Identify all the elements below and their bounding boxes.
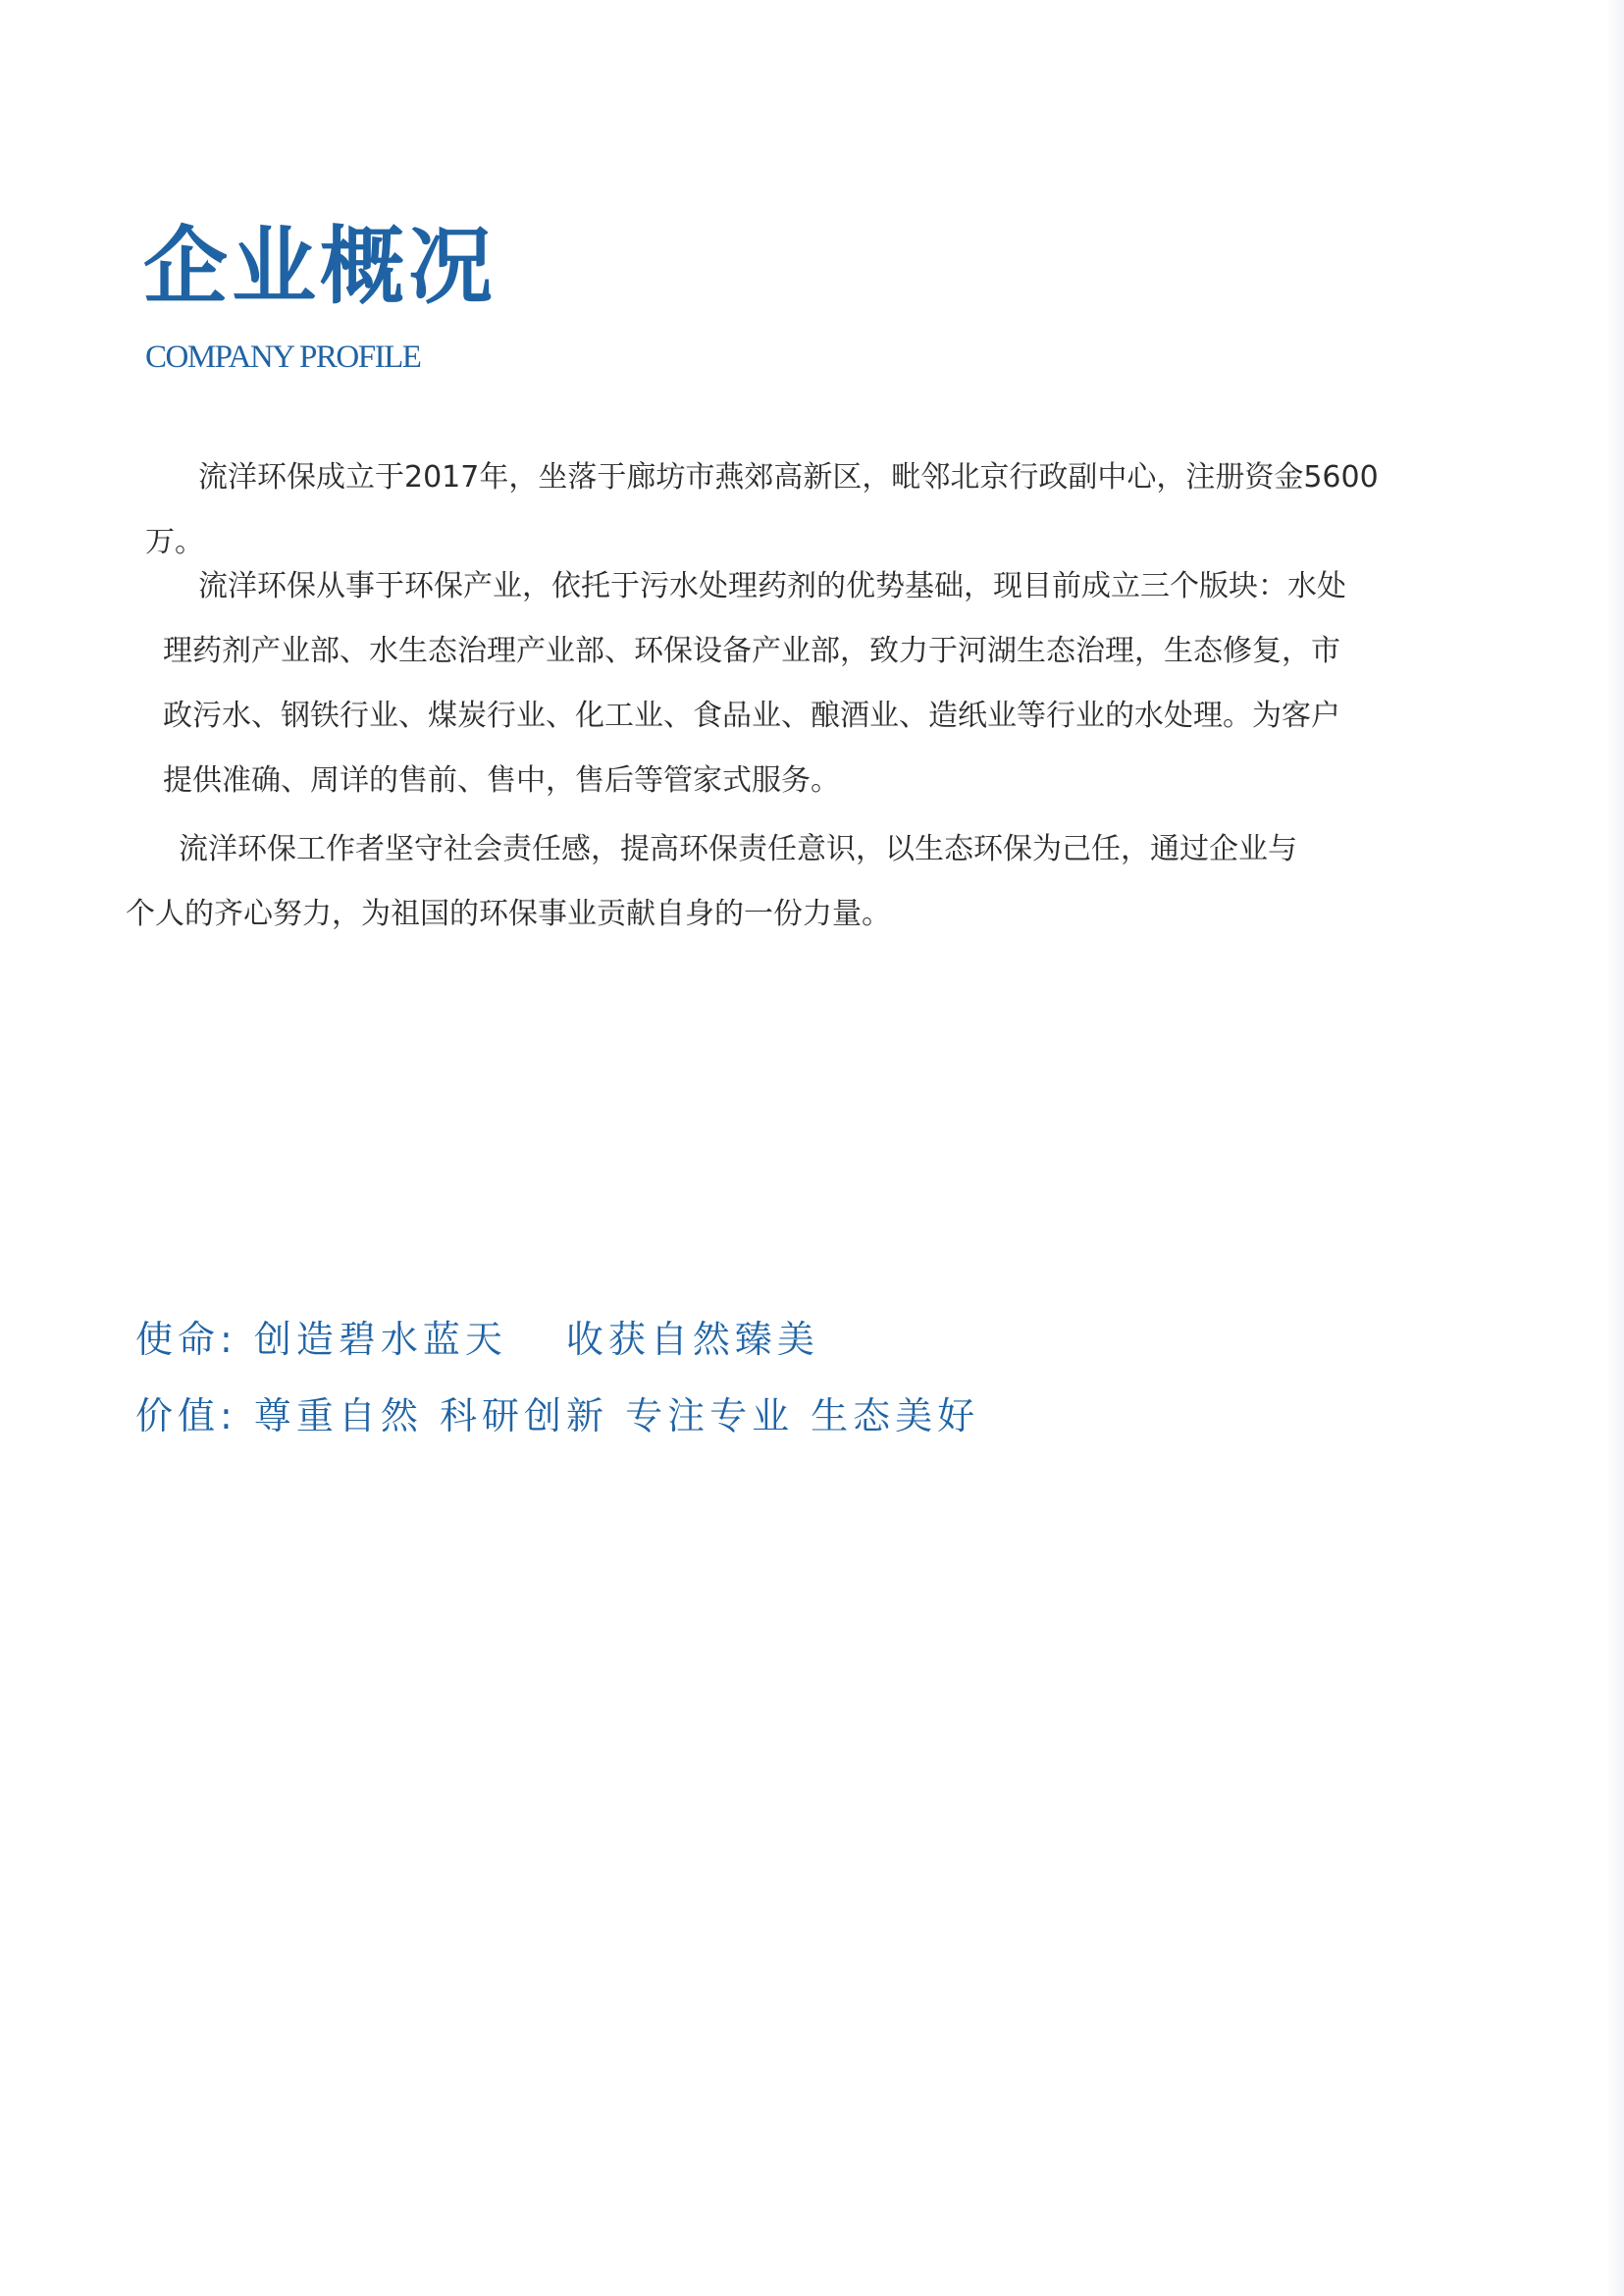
values-statement bbox=[135, 1391, 979, 1440]
values-label: 价值: bbox=[135, 1394, 237, 1437]
page-title: 企业概况 bbox=[143, 218, 497, 316]
intro-line-1: 流洋环保成立于2017年，坐落于廊坊市燕郊高新区，毗邻北京行政副中心，注册资金5600 bbox=[198, 460, 1379, 495]
mission-part-2: 收获自然臻美 bbox=[565, 1318, 819, 1361]
responsibility-line-1: 流洋环保工作者坚守社会责任感，提高环保责任意识，以生态环保为己任，通过企业与 bbox=[179, 832, 1297, 866]
responsibility-line-2: 个人的齐心努力，为祖国的环保事业贡献自身的一份力量。 bbox=[126, 897, 891, 931]
values-text: 尊重自然 科研创新 专注专业 生态美好 bbox=[253, 1394, 980, 1437]
business-line-4: 提供准确、周详的售前、售中，售后等管家式服务。 bbox=[163, 763, 840, 798]
mission-label: 使命: bbox=[135, 1318, 237, 1361]
business-line-3: 政污水、钢铁行业、煤炭行业、化工业、食品业、酿酒业、造纸业等行业的水处理。为客户 bbox=[163, 699, 1340, 733]
page-edge-shadow bbox=[1606, 0, 1624, 2296]
business-line-2: 理药剂产业部、水生态治理产业部、环保设备产业部，致力于河湖生态治理，生态修复，市 bbox=[163, 634, 1340, 668]
page-subtitle: COMPANY PROFILE bbox=[145, 339, 421, 375]
business-line-1: 流洋环保从事于环保产业，依托于污水处理药剂的优势基础，现目前成立三个版块：水处 bbox=[198, 569, 1346, 603]
mission-statement bbox=[135, 1315, 819, 1364]
intro-line-2: 万。 bbox=[145, 525, 204, 559]
business-paragraph bbox=[145, 554, 1480, 813]
mission-part-1: 创造碧水蓝天 bbox=[253, 1318, 507, 1361]
responsibility-paragraph bbox=[126, 817, 1460, 947]
